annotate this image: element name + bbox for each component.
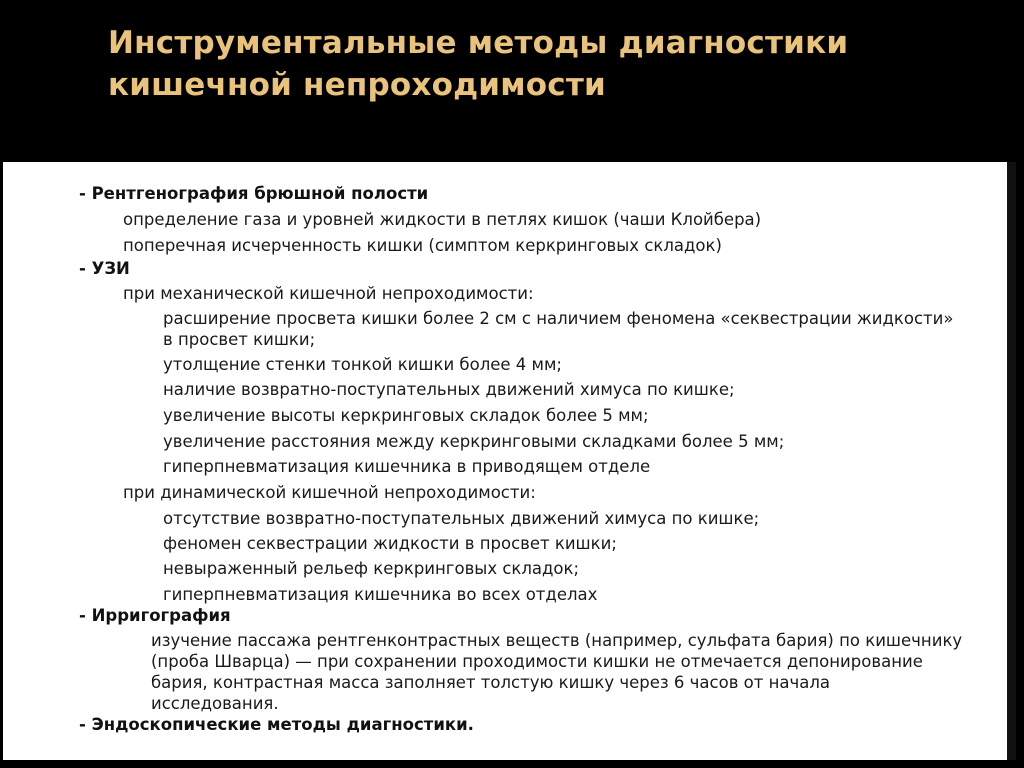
section-header-irrigography: - Ирригография <box>79 606 231 625</box>
list-item: гиперпневматизация кишечника в приводящем отделе <box>163 457 651 476</box>
paragraph-line: исследования. <box>151 694 279 713</box>
section-header-uzi: - УЗИ <box>79 259 130 278</box>
subsection-header-dynamic: при динамической кишечной непроходимости: <box>123 483 536 502</box>
list-item: увеличение высоты керкринговых складок более 5 мм; <box>163 406 649 425</box>
title-line-2: кишечной непроходимости <box>108 67 606 103</box>
content-panel <box>3 162 1016 760</box>
section-header-xray: - Рентгенография брюшной полости <box>79 184 429 203</box>
slide-title <box>108 22 988 106</box>
list-item: утолщение стенки тонкой кишки более 4 мм; <box>163 355 562 374</box>
title-line-1: Инструментальные методы диагностики <box>108 25 849 61</box>
list-item: расширение просвета кишки более 2 см с наличием феномена «секвестрации жидкости» <box>163 309 954 328</box>
list-item: увеличение расстояния между керкринговыми складками более 5 мм; <box>163 432 785 451</box>
list-item: отсутствие возвратно-поступательных движений химуса по кишке; <box>163 509 760 528</box>
paragraph-line: бария, контрастная масса заполняет толстую кишку через 6 часов от начала <box>151 673 831 692</box>
list-item: невыраженный рельеф керкринговых складок; <box>163 559 580 578</box>
subsection-header-mechanical: при механической кишечной непроходимости: <box>123 284 534 303</box>
paragraph-line: изучение пассажа рентгенконтрастных веществ (например, сульфата бария) по кишечнику <box>151 631 963 650</box>
list-item-continuation: в просвет кишки; <box>163 330 316 349</box>
list-item: гиперпневматизация кишечника во всех отделах <box>163 585 598 604</box>
list-item: наличие возвратно-поступательных движений химуса по кишке; <box>163 380 735 399</box>
section-header-endoscopic: - Эндоскопические методы диагностики. <box>79 715 474 734</box>
title-band <box>0 0 1024 160</box>
list-item: поперечная исчерченность кишки (симптом керкринговых складок) <box>123 236 722 255</box>
list-item: феномен секвестрации жидкости в просвет кишки; <box>163 534 617 553</box>
list-item: определение газа и уровней жидкости в петлях кишок (чаши Клойбера) <box>123 210 762 229</box>
paragraph-line: (проба Шварца) — при сохранении проходимости кишки не отмечается депонирование <box>151 652 923 671</box>
